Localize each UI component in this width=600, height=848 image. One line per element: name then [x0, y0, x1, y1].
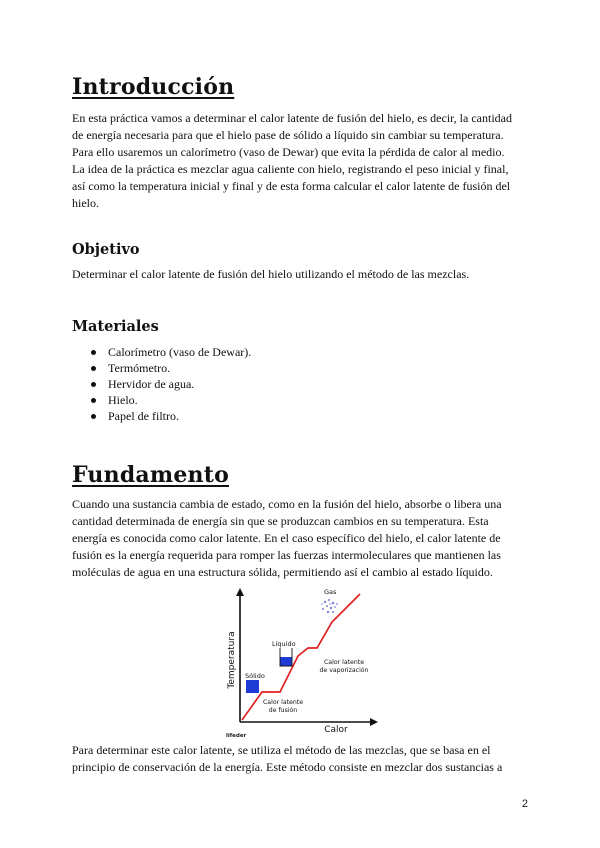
y-axis-label: Temperatura — [227, 631, 237, 689]
fundamento-paragraph-1: Cuando una sustancia cambia de estado, como en la fusión del hielo, absorbe o libera una cantidad determinada de energía sin que se produzcan cambios en su temperatura. Esta energía es conocida como calor latente. En el caso específico del hielo, el calor latente de fusión es la energía requerida para romper las fuerzas intermoleculares que mantienen las moléculas de agua en una estructura sólida, permitiendo así el cambio al estado líquido. — [72, 497, 502, 579]
figure-credit: lifeder — [226, 733, 247, 739]
x-axis-label: Calor — [324, 725, 348, 735]
list-item: Termómetro. — [72, 360, 251, 376]
objetivo-title: Objetivo — [72, 241, 140, 258]
phase-change-diagram — [224, 586, 380, 740]
solid-block-icon — [246, 680, 259, 693]
x-axis-arrow-icon — [370, 718, 378, 726]
fundamento-title: Fundamento — [72, 462, 229, 488]
fundamento-paragraph-2: Para determinar este calor latente, se utiliza el método de las mezclas, que se basa en el principio de conservación de la energía. Este método consiste en mezclar dos sustancias a — [72, 743, 503, 774]
solid-label: Sólido — [245, 672, 265, 680]
gas-label: Gas — [324, 588, 337, 596]
page-number: 2 — [521, 798, 528, 810]
liquid-label: Líquido — [272, 640, 296, 648]
intro-title: Introducción — [72, 74, 235, 100]
materiales-title: Materiales — [72, 318, 159, 335]
fusion-label-line-2: de fusión — [268, 707, 298, 714]
y-axis-arrow-icon — [236, 588, 244, 596]
list-item: Hervidor de agua. — [72, 376, 251, 392]
list-item: Calorímetro (vaso de Dewar). — [72, 344, 251, 360]
vaporization-label-line-1: Calor latente — [323, 659, 365, 666]
objetivo-text: Determinar el calor latente de fusión del hielo utilizando el método de las mezclas. — [72, 267, 470, 281]
liquid-beaker-icon — [280, 648, 292, 666]
vaporization-label-line-2: de vaporización — [319, 667, 369, 674]
fusion-label-line-1: Calor latente — [262, 699, 304, 706]
diagram-axes — [236, 588, 378, 726]
intro-paragraph: En esta práctica vamos a determinar el calor latente de fusión del hielo, es decir, la cantidad de energía necesaria para que el hielo pase de sólido a líquido sin cambiar su temperatura. Para ello usaremos un calorímetro (vaso de Dewar) que evita la pérdida de calor al medio. La idea de la práctica es mezclar agua caliente con hielo, registrando el peso inicial y final, así como la temperatura inicial y final y de esta forma calcular el calor latente de fusión del hielo. — [72, 111, 512, 210]
list-item: Papel de filtro. — [72, 408, 251, 424]
list-item: Hielo. — [72, 392, 251, 408]
gas-particles-icon — [321, 599, 338, 613]
materiales-list — [72, 344, 251, 424]
